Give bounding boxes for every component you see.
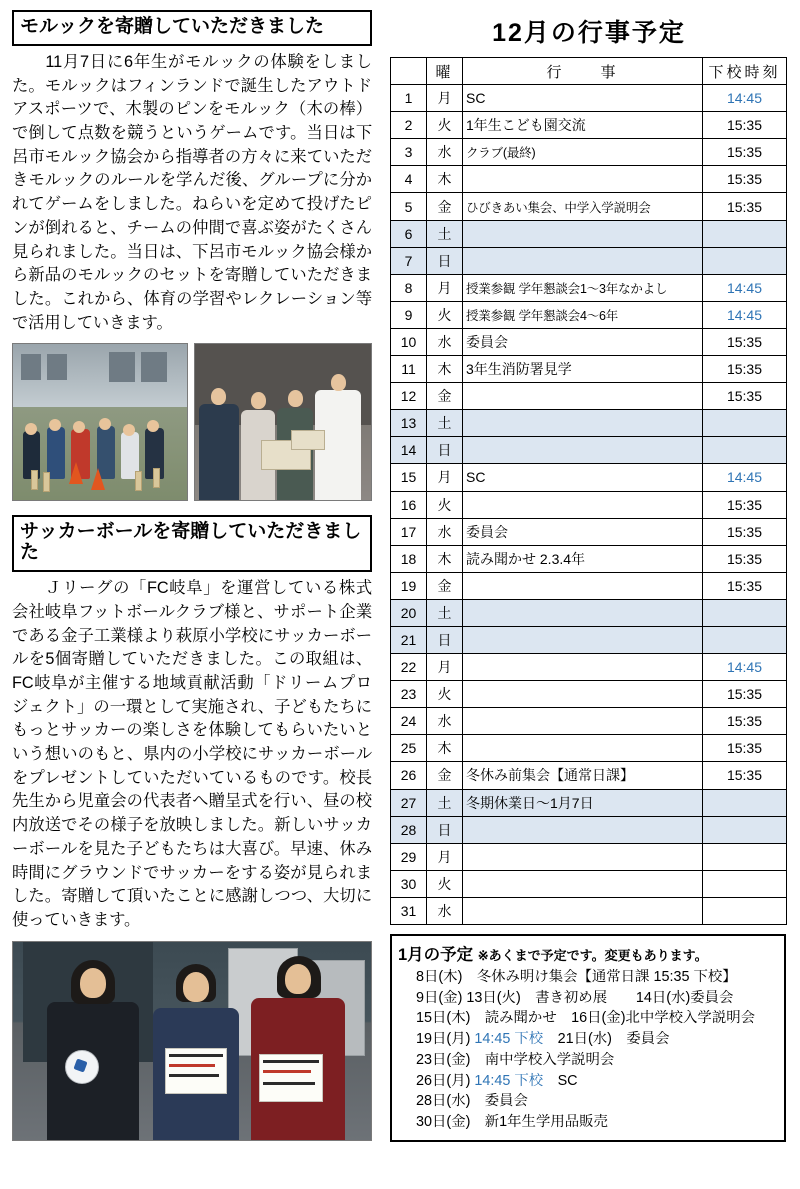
article-body xyxy=(12,51,372,335)
cell-dayofweek: 日 xyxy=(427,437,463,464)
cell-event: 委員会 xyxy=(463,518,703,545)
cell-day: 26 xyxy=(391,762,427,789)
january-note: ※あくまで予定です。変更もあります。 xyxy=(477,948,708,963)
cell-event xyxy=(463,410,703,437)
cell-event xyxy=(463,626,703,653)
cell-dayofweek: 火 xyxy=(427,301,463,328)
cell-dayofweek: 土 xyxy=(427,599,463,626)
cell-dismissal-time: 15:35 xyxy=(703,328,787,355)
cell-dismissal-time: 14:45 xyxy=(703,85,787,112)
cell-dayofweek: 火 xyxy=(427,112,463,139)
cell-event xyxy=(463,897,703,924)
cell-event: SC xyxy=(463,85,703,112)
cell-day: 22 xyxy=(391,654,427,681)
cell-dismissal-time: 14:45 xyxy=(703,654,787,681)
header-event: 行 事 xyxy=(463,58,703,85)
january-text: 15日(木) 読み聞かせ 16日(金)北中学校入学説明会 xyxy=(416,1010,755,1027)
cell-dismissal-time xyxy=(703,816,787,843)
cell-dismissal-time xyxy=(703,410,787,437)
cell-dayofweek: 水 xyxy=(427,518,463,545)
cell-day: 14 xyxy=(391,437,427,464)
cell-dismissal-time: 15:35 xyxy=(703,518,787,545)
cell-dayofweek: 水 xyxy=(427,328,463,355)
cell-event xyxy=(463,843,703,870)
photo-row-molkky xyxy=(12,343,372,501)
cell-dayofweek: 月 xyxy=(427,843,463,870)
cell-event xyxy=(463,816,703,843)
cell-dayofweek: 木 xyxy=(427,166,463,193)
january-line xyxy=(398,1029,778,1050)
cell-dismissal-time xyxy=(703,599,787,626)
photo-soccer-students xyxy=(12,941,372,1141)
cell-day: 10 xyxy=(391,328,427,355)
cell-dismissal-time: 15:35 xyxy=(703,139,787,166)
table-row xyxy=(391,789,787,816)
january-line xyxy=(398,1071,778,1092)
cell-dismissal-time: 14:45 xyxy=(703,301,787,328)
article-molkky xyxy=(12,10,372,501)
cell-event: SC xyxy=(463,464,703,491)
cell-dismissal-time: 15:35 xyxy=(703,681,787,708)
table-row xyxy=(391,464,787,491)
cell-day: 7 xyxy=(391,247,427,274)
cell-event: 授業参観 学年懇談会1〜3年なかよし xyxy=(463,274,703,301)
cell-event: クラブ(最終) xyxy=(463,139,703,166)
cell-dayofweek: 火 xyxy=(427,870,463,897)
photo-molkky-outdoor xyxy=(12,343,188,501)
cell-event xyxy=(463,681,703,708)
table-row xyxy=(391,247,787,274)
cell-event xyxy=(463,870,703,897)
cell-day: 28 xyxy=(391,816,427,843)
january-line xyxy=(398,1112,778,1133)
cell-dismissal-time: 15:35 xyxy=(703,545,787,572)
cell-dayofweek: 水 xyxy=(427,897,463,924)
cell-dayofweek: 木 xyxy=(427,545,463,572)
cell-dayofweek: 月 xyxy=(427,654,463,681)
table-row xyxy=(391,139,787,166)
header-time: 下校時刻 xyxy=(703,58,787,85)
table-row xyxy=(391,328,787,355)
cell-event: ひびきあい集会、中学入学説明会 xyxy=(463,193,703,220)
article-body xyxy=(12,577,372,933)
cell-day: 24 xyxy=(391,708,427,735)
january-text: 30日(金) 新1年生学用品販売 xyxy=(416,1114,608,1131)
january-text: 23日(金) 南中学校入学説明会 xyxy=(416,1051,615,1068)
cell-event: 3年生消防署見学 xyxy=(463,356,703,383)
cell-dayofweek: 日 xyxy=(427,816,463,843)
january-line xyxy=(398,1050,778,1071)
cell-dismissal-time: 15:35 xyxy=(703,166,787,193)
cell-event xyxy=(463,654,703,681)
table-row xyxy=(391,193,787,220)
cell-event xyxy=(463,735,703,762)
cell-dismissal-time: 15:35 xyxy=(703,572,787,599)
cell-dayofweek: 木 xyxy=(427,356,463,383)
january-highlight-text: 14:45 下校 xyxy=(474,1031,544,1048)
table-row xyxy=(391,897,787,924)
january-heading xyxy=(398,941,778,965)
cell-day: 15 xyxy=(391,464,427,491)
table-row xyxy=(391,870,787,897)
schedule-table-body xyxy=(391,85,787,925)
cell-dayofweek: 水 xyxy=(427,139,463,166)
cell-event xyxy=(463,491,703,518)
right-column xyxy=(390,10,788,1142)
cell-day: 13 xyxy=(391,410,427,437)
cell-day: 30 xyxy=(391,870,427,897)
cell-event xyxy=(463,572,703,599)
cell-day: 19 xyxy=(391,572,427,599)
cell-dayofweek: 水 xyxy=(427,708,463,735)
cell-dayofweek: 月 xyxy=(427,464,463,491)
cell-dismissal-time: 15:35 xyxy=(703,735,787,762)
left-column xyxy=(12,10,372,1149)
cell-dayofweek: 木 xyxy=(427,735,463,762)
cell-day: 23 xyxy=(391,681,427,708)
table-row xyxy=(391,383,787,410)
cell-day: 27 xyxy=(391,789,427,816)
cell-dismissal-time xyxy=(703,870,787,897)
cell-dayofweek: 金 xyxy=(427,762,463,789)
cell-dismissal-time xyxy=(703,789,787,816)
article-soccer xyxy=(12,515,372,1140)
cell-event: 冬休み前集会【通常日課】 xyxy=(463,762,703,789)
cell-dismissal-time: 15:35 xyxy=(703,112,787,139)
table-row xyxy=(391,654,787,681)
cell-dayofweek: 日 xyxy=(427,626,463,653)
cell-event: 読み聞かせ 2.3.4年 xyxy=(463,545,703,572)
cell-dismissal-time xyxy=(703,897,787,924)
cell-dayofweek: 金 xyxy=(427,193,463,220)
table-row xyxy=(391,545,787,572)
cell-dayofweek: 土 xyxy=(427,220,463,247)
table-row xyxy=(391,626,787,653)
cell-event xyxy=(463,383,703,410)
table-row xyxy=(391,220,787,247)
table-row xyxy=(391,681,787,708)
header-dow: 曜 xyxy=(427,58,463,85)
cell-event: 1年生こども園交流 xyxy=(463,112,703,139)
cell-event xyxy=(463,599,703,626)
cell-dayofweek: 金 xyxy=(427,383,463,410)
cell-day: 29 xyxy=(391,843,427,870)
cell-event: 授業参観 学年懇談会4〜6年 xyxy=(463,301,703,328)
january-schedule-box xyxy=(390,934,786,1142)
article-paragraph: Ｊリーグの「FC岐阜」を運営している株式会社岐阜フットボールクラブ様と、サポート企業である金子工業様より萩原小学校にサッカーボールを5個寄贈していただきました。この取組は、FC岐阜が主催する地域貢献活動「ドリームプロジェクト」の一環として実施され、子どもたちにもっとサッカーの楽しさを体験してもらいたいという想いのもと、県内の小学校にサッカーボールをプレゼントしていただいているものです。校長先生から児童会の代表者へ贈呈式を行い、昼の校内放送でその様子を放映しました。新しいサッカーボールを見た子どもたちは大喜び。早速、休み時間にグラウンドでサッカーをする姿が見られました。寄贈して頂いたことに感謝しつつ、大切に使っていきます。 xyxy=(12,579,372,929)
table-row xyxy=(391,735,787,762)
photo-molkky-donation xyxy=(194,343,372,501)
cell-day: 5 xyxy=(391,193,427,220)
january-text: 28日(水) 委員会 xyxy=(416,1093,528,1110)
cell-event xyxy=(463,708,703,735)
cell-dismissal-time: 14:45 xyxy=(703,464,787,491)
january-text: 9日(金) 13日(火) 書き初め展 14日(水)委員会 xyxy=(416,989,734,1006)
table-row xyxy=(391,491,787,518)
table-row xyxy=(391,166,787,193)
schedule-table xyxy=(390,57,787,925)
cell-day: 20 xyxy=(391,599,427,626)
cell-day: 3 xyxy=(391,139,427,166)
cell-day: 16 xyxy=(391,491,427,518)
january-text: 26日(月) xyxy=(416,1072,475,1089)
cell-dayofweek: 月 xyxy=(427,85,463,112)
header-day xyxy=(391,58,427,85)
table-row xyxy=(391,437,787,464)
table-row xyxy=(391,410,787,437)
cell-dismissal-time: 15:35 xyxy=(703,193,787,220)
cell-dismissal-time xyxy=(703,247,787,274)
table-row xyxy=(391,599,787,626)
cell-dismissal-time: 15:35 xyxy=(703,708,787,735)
cell-day: 1 xyxy=(391,85,427,112)
table-row xyxy=(391,301,787,328)
cell-day: 2 xyxy=(391,112,427,139)
article-title: モルックを寄贈していただきました xyxy=(12,10,372,46)
cell-dismissal-time xyxy=(703,843,787,870)
cell-day: 8 xyxy=(391,274,427,301)
cell-dismissal-time: 15:35 xyxy=(703,383,787,410)
cell-event xyxy=(463,247,703,274)
cell-event xyxy=(463,220,703,247)
cell-day: 6 xyxy=(391,220,427,247)
cell-dayofweek: 火 xyxy=(427,681,463,708)
january-text: 8日(木) 冬休み明け集会【通常日課 15:35 下校】 xyxy=(416,969,737,985)
cell-event: 冬期休業日〜1月7日 xyxy=(463,789,703,816)
table-row xyxy=(391,518,787,545)
cell-dayofweek: 月 xyxy=(427,274,463,301)
january-text: 21日(水) 委員会 xyxy=(543,1031,670,1048)
table-row xyxy=(391,816,787,843)
cell-day: 12 xyxy=(391,383,427,410)
cell-dismissal-time: 15:35 xyxy=(703,491,787,518)
january-highlight-text: 14:45 下校 xyxy=(474,1072,544,1089)
cell-dayofweek: 金 xyxy=(427,572,463,599)
cell-dismissal-time: 14:45 xyxy=(703,274,787,301)
table-row xyxy=(391,762,787,789)
table-row xyxy=(391,356,787,383)
january-line xyxy=(398,1091,778,1112)
table-row xyxy=(391,112,787,139)
cell-dayofweek: 土 xyxy=(427,410,463,437)
january-text: 19日(月) xyxy=(416,1031,475,1048)
january-heading-text: 1月の予定 xyxy=(398,946,474,964)
table-row xyxy=(391,843,787,870)
cell-day: 11 xyxy=(391,356,427,383)
cell-event xyxy=(463,437,703,464)
cell-day: 4 xyxy=(391,166,427,193)
january-line xyxy=(398,1008,778,1029)
article-paragraph: 11月7日に6年生がモルックの体験をしました。モルックはフィンランドで誕生したアウトドアスポーツで、木製のピンをモルック（木の棒）で倒して点数を競うというゲームです。当日は下呂市モルック協会から指導者の方々に来ていただきモルックのルールを学んだ後、グループに分かれてゲームをしました。ねらいを定めて投げたピンが倒れると、チームの仲間で喜ぶ姿がたくさん見られました。当日は、下呂市モルック協会様から新品のモルックのセットを寄贈していただきました。これから、体育の学習やレクレーション等で活用していきます。 xyxy=(12,52,372,332)
table-row xyxy=(391,708,787,735)
cell-dismissal-time xyxy=(703,437,787,464)
january-line xyxy=(398,988,778,1009)
cell-dayofweek: 火 xyxy=(427,491,463,518)
cell-event xyxy=(463,166,703,193)
cell-day: 18 xyxy=(391,545,427,572)
table-row xyxy=(391,274,787,301)
january-line xyxy=(398,967,778,988)
cell-day: 17 xyxy=(391,518,427,545)
cell-day: 9 xyxy=(391,301,427,328)
cell-dismissal-time xyxy=(703,626,787,653)
cell-day: 31 xyxy=(391,897,427,924)
table-row xyxy=(391,85,787,112)
cell-dayofweek: 日 xyxy=(427,247,463,274)
table-row xyxy=(391,572,787,599)
cell-dayofweek: 土 xyxy=(427,789,463,816)
cell-dismissal-time xyxy=(703,220,787,247)
table-header-row xyxy=(391,58,787,85)
cell-dismissal-time: 15:35 xyxy=(703,762,787,789)
january-line-list xyxy=(398,967,778,1133)
article-title: サッカーボールを寄贈していただきました xyxy=(12,515,372,572)
cell-dismissal-time: 15:35 xyxy=(703,356,787,383)
january-text: SC xyxy=(543,1072,578,1089)
cell-event: 委員会 xyxy=(463,328,703,355)
cell-day: 25 xyxy=(391,735,427,762)
cell-day: 21 xyxy=(391,626,427,653)
calendar-title: 12月の行事予定 xyxy=(492,19,686,47)
